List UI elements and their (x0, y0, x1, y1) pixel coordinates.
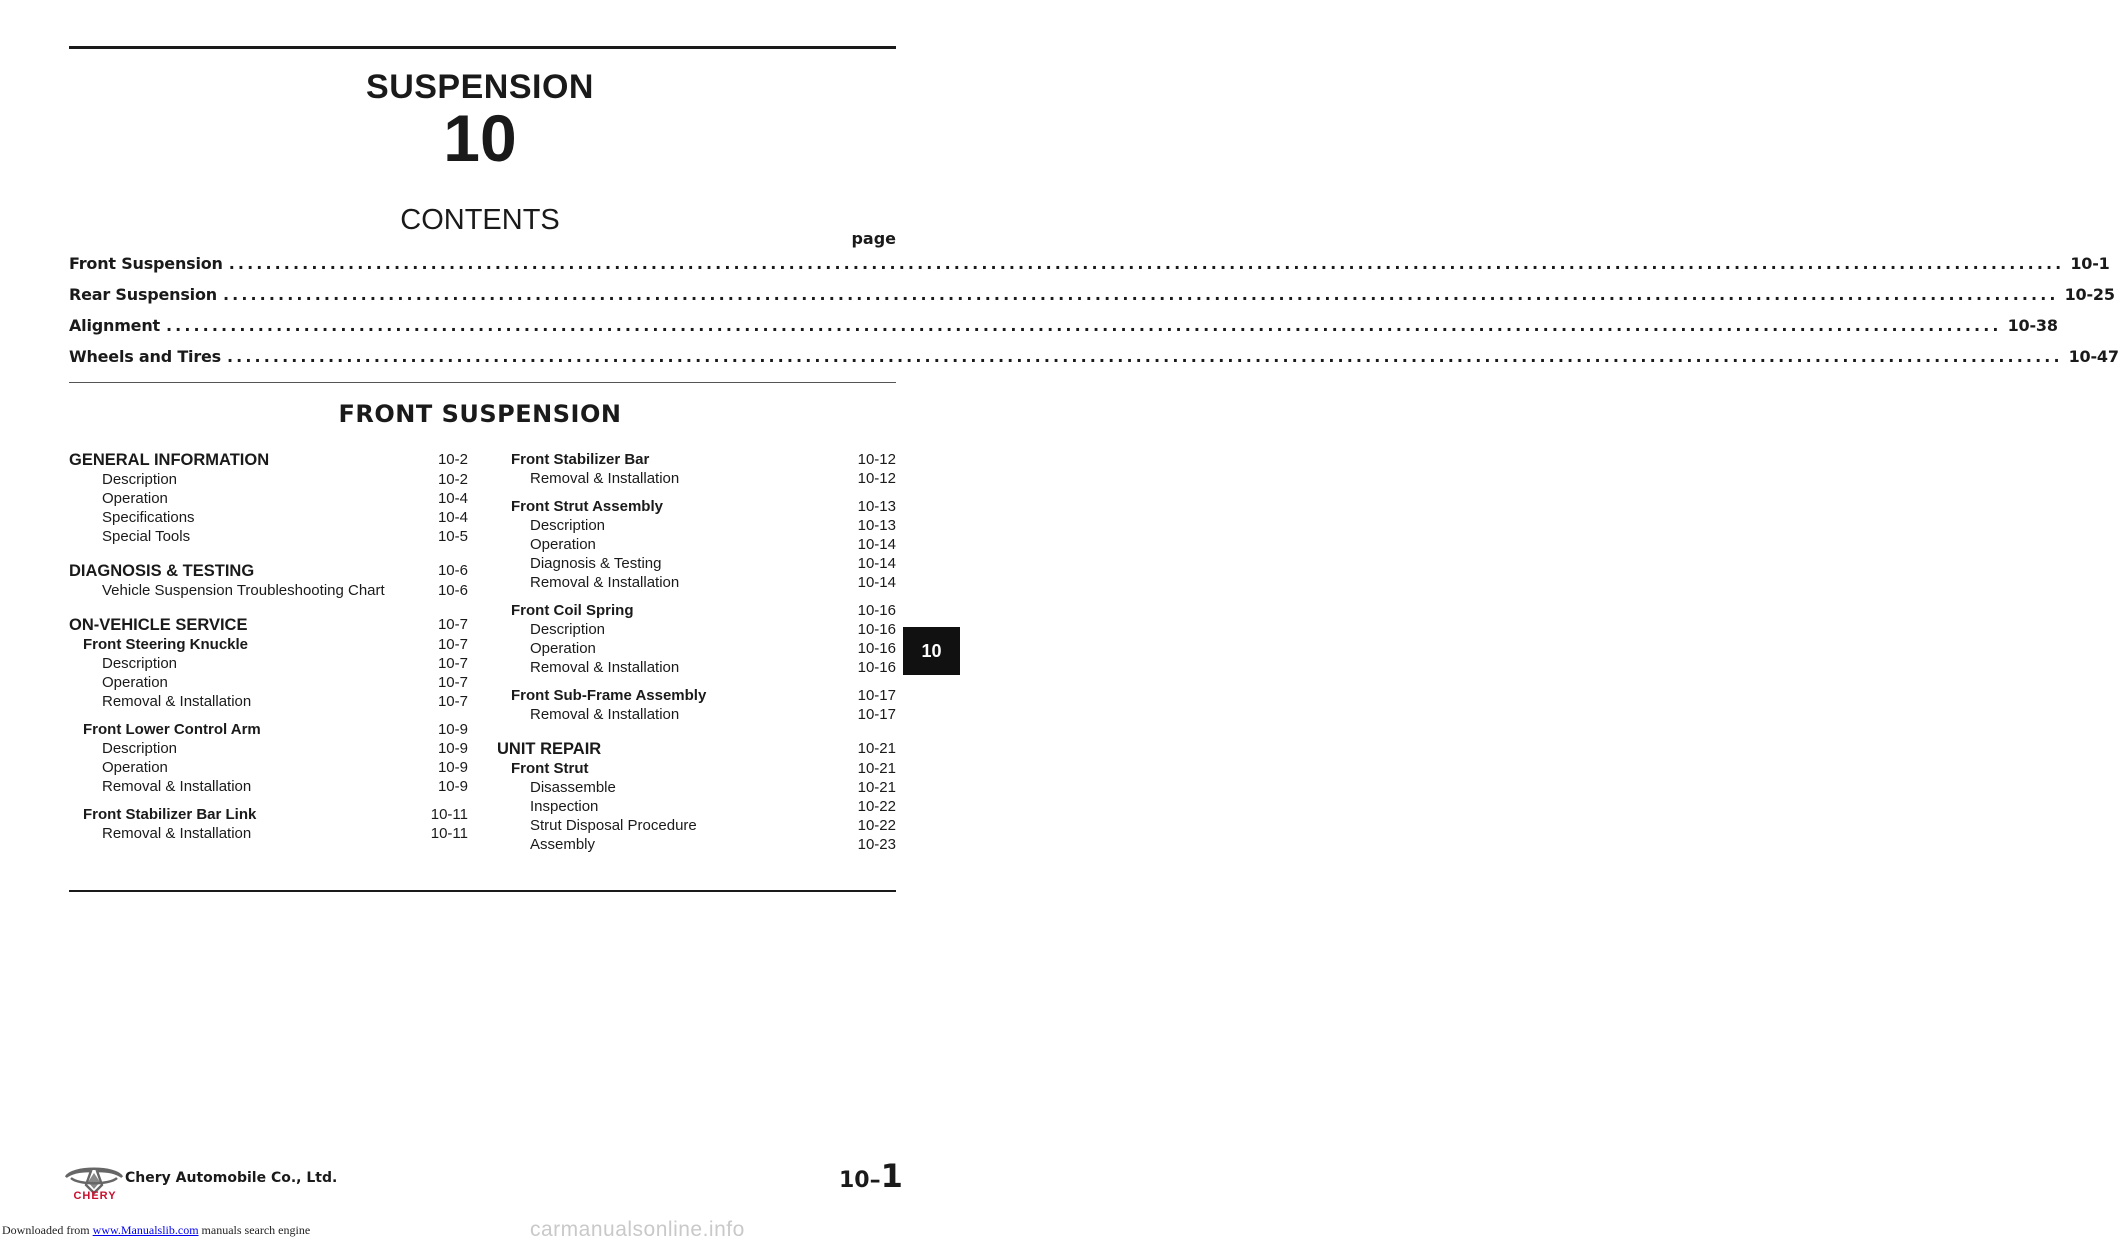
toc-entry-title: Front Lower Control Arm (83, 721, 261, 738)
toc-entry[interactable] (530, 621, 896, 638)
toc-entry-page: 10-2 (437, 451, 468, 468)
toc-entry-title: Operation (102, 490, 168, 507)
contents-entry[interactable] (69, 285, 2115, 307)
toc-entry-title: UNIT REPAIR (497, 740, 602, 758)
toc-entry-page: 10-4 (437, 509, 468, 526)
toc-entry-page: 10-17 (857, 706, 896, 723)
contents-entry[interactable] (69, 316, 2058, 338)
toc-entry-page: 10-4 (437, 490, 468, 507)
toc-entry-title: ON-VEHICLE SERVICE (69, 616, 248, 634)
toc-entry-title: Description (102, 655, 178, 672)
toc-entry-page: 10-7 (437, 655, 468, 672)
toc-entry-title: GENERAL INFORMATION (69, 451, 270, 469)
contents-entry[interactable] (69, 254, 2110, 276)
toc-entry[interactable] (530, 574, 896, 591)
toc-entry[interactable] (530, 640, 896, 657)
toc-entry-title: Operation (102, 759, 168, 776)
dot-leader: ........................................................................................................................................................................................................ (228, 254, 2065, 273)
toc-entry[interactable] (497, 740, 896, 759)
contents-entry-page: 10-25 (2064, 285, 2115, 304)
toc-entry-title: Special Tools (102, 528, 191, 545)
toc-entry-title: Removal & Installation (530, 470, 680, 487)
toc-entry-title: Removal & Installation (530, 574, 680, 591)
toc-entry[interactable] (83, 721, 468, 738)
toc-entry-title: Operation (102, 674, 168, 691)
toc-entry-page: 10-7 (437, 674, 468, 691)
toc-entry-page: 10-7 (437, 693, 468, 710)
page-column-label: page (851, 229, 896, 248)
toc-entry-title: Specifications (102, 509, 195, 526)
download-suffix: manuals search engine (201, 1223, 311, 1237)
toc-entry-title: Front Steering Knuckle (83, 636, 249, 653)
toc-entry-page: 10-9 (437, 721, 468, 738)
contents-entry-label: Wheels and Tires (69, 347, 221, 366)
toc-entry[interactable] (69, 562, 468, 581)
toc-entry[interactable] (102, 655, 468, 672)
toc-entry[interactable] (102, 490, 468, 507)
toc-entry-page: 10-17 (857, 687, 896, 704)
toc-entry[interactable] (69, 616, 468, 635)
toc-entry-page: 10-22 (857, 817, 896, 834)
chery-logo-text: CHERY (73, 1190, 117, 1202)
toc-entry-title: Description (530, 621, 606, 638)
toc-entry[interactable] (530, 836, 896, 853)
dot-leader: ........................................................................................................................................................................................................ (222, 285, 2059, 304)
toc-entry[interactable] (102, 740, 468, 757)
chapter-title: SUSPENSION (366, 68, 594, 106)
toc-entry[interactable] (530, 517, 896, 534)
toc-entry[interactable] (511, 498, 896, 515)
dot-leader: ........................................................................................................................................................................................................ (227, 347, 2063, 366)
toc-entry-page: 10-16 (857, 621, 896, 638)
toc-entry-page: 10-14 (857, 536, 896, 553)
toc-entry[interactable] (511, 602, 896, 619)
toc-entry-title: Front Strut (511, 760, 589, 777)
toc-entry-title: Removal & Installation (530, 659, 680, 676)
toc-entry-title: Operation (530, 536, 596, 553)
toc-entry[interactable] (69, 451, 468, 470)
toc-entry[interactable] (511, 760, 896, 777)
toc-entry[interactable] (511, 687, 896, 704)
contents-entry-page: 10-47 (2068, 347, 2119, 366)
toc-entry-page: 10-21 (857, 740, 896, 757)
toc-entry-title: Removal & Installation (102, 778, 252, 795)
toc-entry-title: Description (102, 471, 178, 488)
toc-entry[interactable] (530, 706, 896, 723)
toc-entry-page: 10-13 (857, 517, 896, 534)
contents-divider (69, 382, 896, 383)
dot-leader: ........................................................................................................................................................................................................ (165, 316, 2002, 335)
toc-entry-page: 10-16 (857, 640, 896, 657)
toc-entry-title: Removal & Installation (530, 706, 680, 723)
toc-entry-title: Front Sub-Frame Assembly (511, 687, 707, 704)
toc-entry-page: 10-9 (437, 778, 468, 795)
toc-entry[interactable] (83, 636, 468, 653)
toc-entry[interactable] (530, 470, 896, 487)
top-rule (69, 46, 896, 49)
toc-entry[interactable] (530, 779, 896, 796)
toc-entry-page: 10-14 (857, 574, 896, 591)
toc-entry-page: 10-14 (857, 555, 896, 572)
toc-entry[interactable] (530, 798, 896, 815)
toc-entry[interactable] (102, 509, 468, 526)
toc-entry[interactable] (102, 528, 468, 545)
toc-entry[interactable] (102, 693, 468, 710)
toc-entry-title: Removal & Installation (102, 693, 252, 710)
toc-entry-page: 10-5 (437, 528, 468, 545)
contents-entry-label: Front Suspension (69, 254, 223, 273)
toc-entry-title: Front Coil Spring (511, 602, 634, 619)
toc-entry-title: Assembly (530, 836, 596, 853)
toc-entry-page: 10-23 (857, 836, 896, 853)
toc-entry[interactable] (530, 555, 896, 572)
toc-entry-page: 10-11 (430, 806, 468, 823)
toc-entry-title: Operation (530, 640, 596, 657)
toc-entry[interactable] (83, 806, 468, 823)
manualslib-link[interactable]: www.Manualslib.com (92, 1223, 199, 1237)
toc-entry[interactable] (530, 659, 896, 676)
toc-entry-title: Diagnosis & Testing (530, 555, 662, 572)
bottom-rule (69, 890, 896, 892)
contents-entry[interactable] (69, 347, 2119, 369)
toc-entry-title: Description (530, 517, 606, 534)
toc-entry-page: 10-11 (430, 825, 468, 842)
toc-entry-title: Front Stabilizer Bar (511, 451, 650, 468)
toc-entry-page: 10-9 (437, 759, 468, 776)
footer-page-number (839, 1157, 903, 1195)
toc-entry-title: DIAGNOSIS & TESTING (69, 562, 255, 580)
contents-heading: CONTENTS (400, 204, 560, 236)
footer-company: Chery Automobile Co., Ltd. (125, 1170, 338, 1186)
toc-entry-page: 10-21 (857, 779, 896, 796)
chery-logo (62, 1163, 126, 1203)
chapter-number: 10 (443, 101, 517, 175)
toc-entry-page: 10-7 (437, 616, 468, 633)
toc-entry[interactable] (102, 471, 468, 488)
toc-entry-page: 10-13 (857, 498, 896, 515)
toc-entry-page: 10-6 (437, 582, 468, 599)
contents-entry-page: 10-1 (2070, 254, 2110, 273)
toc-entry[interactable] (511, 451, 896, 468)
toc-entry[interactable] (102, 825, 468, 842)
contents-entry-label: Alignment (69, 316, 160, 335)
toc-entry-page: 10-22 (857, 798, 896, 815)
contents-entry-page: 10-38 (2007, 316, 2058, 335)
toc-entry-title: Vehicle Suspension Troubleshooting Chart (102, 582, 385, 599)
toc-entry[interactable] (530, 817, 896, 834)
toc-entry-title: Front Strut Assembly (511, 498, 663, 515)
footer-page-index: 1 (880, 1157, 903, 1195)
toc-entry-page: 10-6 (437, 562, 468, 579)
toc-entry-title: Strut Disposal Procedure (530, 817, 697, 834)
toc-entry-title: Inspection (530, 798, 599, 815)
chapter-side-tab[interactable]: 10 (903, 627, 960, 675)
toc-entry-title: Disassemble (530, 779, 616, 796)
toc-entry-title: Removal & Installation (102, 825, 252, 842)
toc-entry[interactable] (530, 536, 896, 553)
toc-entry[interactable] (102, 778, 468, 795)
toc-entry-title: Front Stabilizer Bar Link (83, 806, 257, 823)
footer-page-prefix: 10– (839, 1168, 881, 1193)
toc-entry[interactable] (102, 582, 468, 599)
section-heading: FRONT SUSPENSION (338, 400, 622, 428)
toc-entry-page: 10-12 (857, 470, 896, 487)
toc-entry[interactable] (102, 674, 468, 691)
contents-entry-label: Rear Suspension (69, 285, 217, 304)
toc-entry-page: 10-16 (857, 659, 896, 676)
toc-entry-page: 10-7 (437, 636, 468, 653)
watermark: carmanualsonline.info (530, 1218, 745, 1241)
toc-entry-page: 10-2 (437, 471, 468, 488)
toc-entry-page: 10-12 (857, 451, 896, 468)
download-prefix: Downloaded from (2, 1223, 90, 1237)
toc-entry[interactable] (102, 759, 468, 776)
toc-entry-page: 10-16 (857, 602, 896, 619)
toc-entry-title: Description (102, 740, 178, 757)
toc-entry-page: 10-9 (437, 740, 468, 757)
download-banner (2, 1223, 310, 1238)
toc-entry-page: 10-21 (857, 760, 896, 777)
